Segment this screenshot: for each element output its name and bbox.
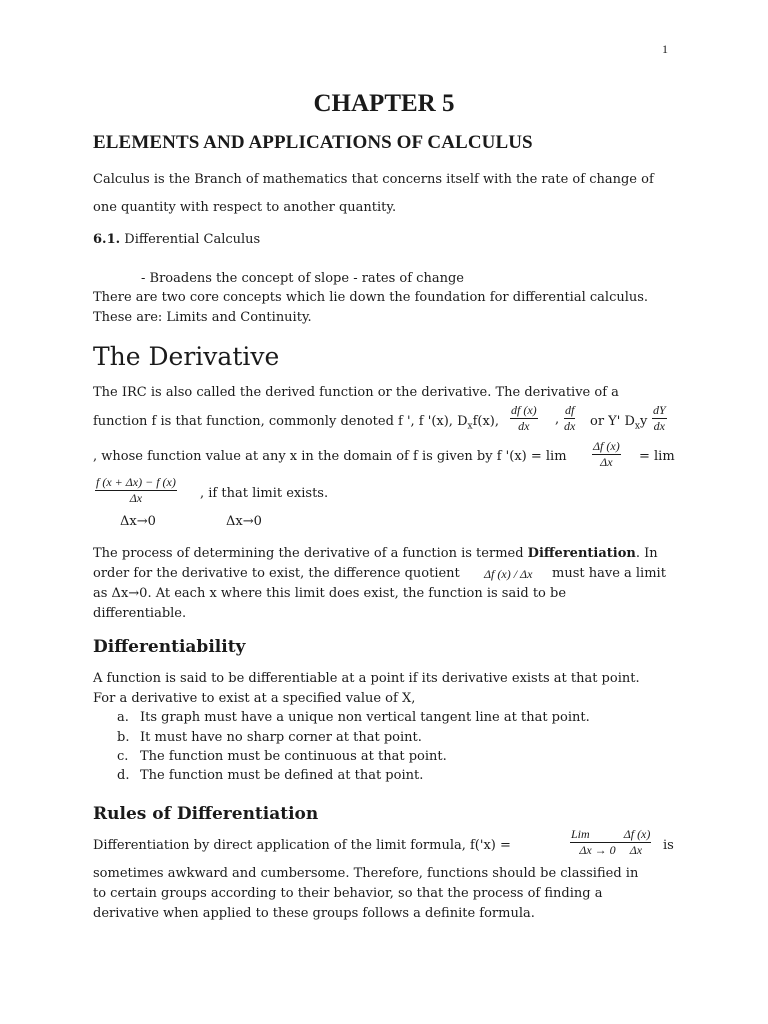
diff-p-line-3: as Δx→0. At each x where this limit does exist, the function is said to be xyxy=(93,586,567,601)
deriv-p1-line-2b: f(x), xyxy=(472,414,499,429)
fraction-delta-f xyxy=(592,440,621,469)
subsection-number: 6.1. xyxy=(93,232,121,247)
rules-line-1b: is xyxy=(663,838,674,853)
fraction-delta-num: Δf (x) xyxy=(593,439,620,453)
differentiation-term: Differentiation xyxy=(527,546,636,561)
y-text: y xyxy=(639,414,648,429)
subsection-title: Differential Calculus xyxy=(120,232,261,247)
rules-line-2: sometimes awkward and cumbersome. Therefore, functions should be classified in xyxy=(93,866,639,881)
fraction-df-den: dx xyxy=(564,419,576,433)
deriv-p1-line-4: , if that limit exists. xyxy=(200,486,329,501)
subsection-6-1 xyxy=(93,232,260,248)
list-marker: a. xyxy=(117,710,129,725)
rule-num-f: Δf (x) xyxy=(623,827,651,841)
list-item xyxy=(117,768,423,784)
broadens-line: - Broadens the concept of slope - rates of change xyxy=(141,271,464,286)
list-text: Its graph must have a unique non vertical tangent line at that point. xyxy=(140,710,590,725)
diff-p-line-4: differentiable. xyxy=(93,606,187,621)
deriv-p1-line-2a: function f is that function, commonly denoted f ', f '(x), D xyxy=(93,414,468,429)
fraction-limit-den: Δx xyxy=(129,491,143,505)
fraction-dY-num: dY xyxy=(653,403,666,417)
page-number: 1 xyxy=(662,42,668,56)
core-line-1: There are two core concepts which lie down the foundation for differential calculus. xyxy=(93,290,649,305)
fraction-dfx-den: dx xyxy=(518,419,530,433)
list-marker: b. xyxy=(117,730,130,745)
subscript-x: x xyxy=(467,421,473,432)
fraction-limit-num: f (x + Δx) − f (x) xyxy=(96,475,176,489)
list-marker: d. xyxy=(117,768,130,783)
list-item xyxy=(117,710,590,726)
rules-line-3: to certain groups according to their behavior, so that the process of finding a xyxy=(93,886,603,901)
subscript-x-2: x xyxy=(634,421,640,432)
section-title: ELEMENTS AND APPLICATIONS OF CALCULUS xyxy=(93,132,533,153)
deriv-p1-line-1: The IRC is also called the derived function or the derivative. The derivative of a xyxy=(93,385,619,400)
deriv-p1-line-2 xyxy=(93,414,499,435)
core-line-2: These are: Limits and Continuity. xyxy=(93,310,312,325)
chapter-heading: CHAPTER 5 xyxy=(313,90,455,117)
intro-line-1-text: Calculus is the Branch of mathematics that concerns itself with the rate of change of xyxy=(93,172,654,187)
fraction-dfx-dx xyxy=(510,404,538,433)
differentiability-heading: Differentiability xyxy=(93,637,246,657)
rules-line-1a: Differentiation by direct application of the limit formula, f('x) = xyxy=(93,838,511,853)
list-text: The function must be defined at that point. xyxy=(140,768,424,783)
dty-line-2: For a derivative to exist at a specified value of X, xyxy=(93,691,416,706)
deriv-p1-line-3a: , whose function value at any x in the domain of f is given by f '(x) = lim xyxy=(93,449,567,464)
fraction-limit-def xyxy=(95,476,177,505)
list-text: It must have no sharp corner at that point. xyxy=(140,730,422,745)
fraction-dY-dx xyxy=(652,404,667,433)
comma-1: , xyxy=(555,412,560,427)
difference-quotient: Δf (x) / Δx xyxy=(484,567,533,581)
diff-p-line-1a: The process of determining the derivative of a function is termed xyxy=(93,546,528,561)
rules-line-4: derivative when applied to these groups follows a definite formula. xyxy=(93,906,535,921)
intro-line-2: one quantity with respect to another quantity. xyxy=(93,200,397,215)
diff-p-line-2a: order for the derivative to exist, the difference quotient xyxy=(93,566,460,581)
rule-num-lim: Lim xyxy=(571,827,590,841)
arrow-limit-2: Δx→0 xyxy=(226,514,262,529)
rule-den-x: Δx xyxy=(629,843,643,857)
rule-den-lim: Δx → 0 xyxy=(579,843,616,857)
diff-p-line-2b: must have a limit xyxy=(552,566,666,581)
fraction-limit-rule xyxy=(570,828,651,857)
list-marker: c. xyxy=(117,749,129,764)
deriv-p1-or xyxy=(590,414,647,435)
arrow-limit-1: Δx→0 xyxy=(120,514,156,529)
intro-line-1 xyxy=(93,172,675,188)
fraction-delta-den: Δx xyxy=(600,455,613,469)
dty-line-1: A function is said to be differentiable at a point if its derivative exists at that point. xyxy=(93,671,640,686)
list-item xyxy=(117,749,447,765)
list-item xyxy=(117,730,422,746)
fraction-rule-den xyxy=(579,843,642,857)
diff-p-line-1b: . In xyxy=(635,546,658,561)
or-text: or Y' D xyxy=(590,414,635,429)
fraction-df-dx xyxy=(564,404,575,433)
fraction-rule-num xyxy=(570,828,651,843)
fraction-dfx-num: df (x) xyxy=(511,403,537,417)
fraction-dY-den: dx xyxy=(653,419,665,433)
rules-heading: Rules of Differentiation xyxy=(93,804,319,824)
list-text: The function must be continuous at that point. xyxy=(140,749,447,764)
deriv-p1-line-3b: = lim xyxy=(639,449,675,464)
derivative-heading: The Derivative xyxy=(93,342,280,371)
fraction-df-num: df xyxy=(565,403,575,417)
diff-p-line-1 xyxy=(93,546,658,562)
